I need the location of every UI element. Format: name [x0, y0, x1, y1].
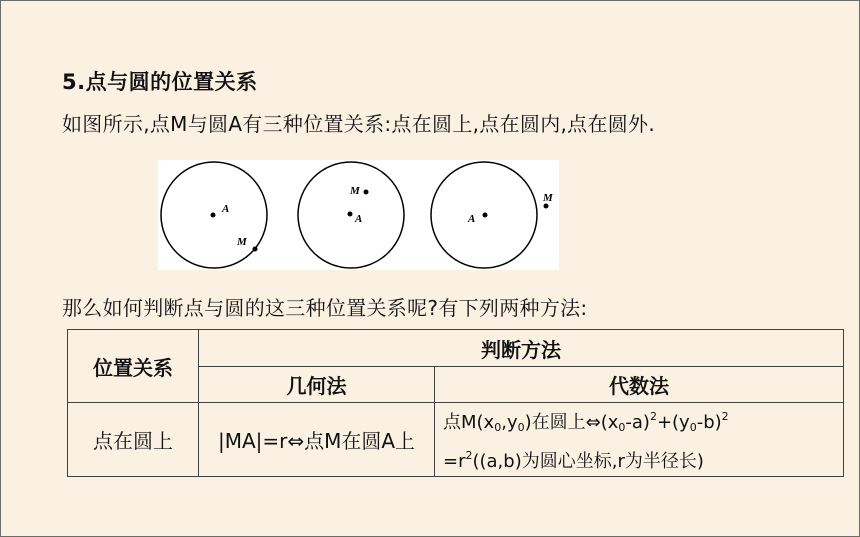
alg-text-1: 点M(x [443, 412, 495, 433]
center-label-2: A [355, 213, 363, 225]
alg-text-2: ,y [501, 412, 518, 433]
intro-text: 如图所示,点M与圆A有三种位置关系:点在圆上,点在圆内,点在圆外. [62, 112, 656, 136]
table-row [68, 403, 844, 477]
point-dot-3 [544, 204, 549, 209]
center-label-1: A [222, 203, 230, 215]
center-dot-2 [348, 212, 353, 217]
cell-geometric: |MA|=r⇔点M在圆A上 [199, 403, 435, 477]
figure-circles [158, 160, 559, 270]
section-heading: 5.点与圆的位置关系 [62, 70, 258, 94]
alg-sub-1: 0 [494, 421, 502, 434]
alg-sub-4: 0 [689, 421, 697, 434]
alg-exp-1: 2 [649, 410, 657, 423]
point-dot-2 [364, 190, 369, 195]
alg-text-5: +(y [656, 412, 690, 433]
header-algebraic: 代数法 [435, 367, 844, 403]
header-relation: 位置关系 [68, 330, 199, 403]
methods-table [67, 329, 844, 477]
header-geometric: 几何法 [199, 367, 435, 403]
point-label-2: M [350, 185, 360, 197]
alg-text-7: =r [443, 451, 466, 472]
alg-sub-2: 0 [517, 421, 525, 434]
point-dot-1 [253, 247, 258, 252]
center-dot-1 [211, 213, 216, 218]
alg-sub-3: 0 [618, 421, 626, 434]
alg-text-4: -a) [625, 412, 650, 433]
alg-text-6: -b) [696, 412, 722, 433]
point-label-3: M [543, 192, 553, 204]
point-label-1: M [237, 236, 247, 248]
table-header-row-1 [68, 330, 844, 367]
question-text: 那么如何判断点与圆的这三种位置关系呢?有下列两种方法: [62, 296, 588, 320]
center-label-3: A [468, 213, 476, 225]
alg-exp-3: 2 [465, 449, 473, 462]
alg-text-3: )在圆上⇔(x [524, 412, 619, 433]
cell-relation: 点在圆上 [68, 403, 199, 477]
circles-diagram [158, 160, 559, 270]
header-method: 判断方法 [199, 330, 844, 367]
center-dot-3 [483, 213, 488, 218]
alg-exp-2: 2 [721, 410, 729, 423]
cell-algebraic [435, 403, 844, 477]
alg-text-8: ((a,b)为圆心坐标,r为半径长) [472, 451, 704, 472]
